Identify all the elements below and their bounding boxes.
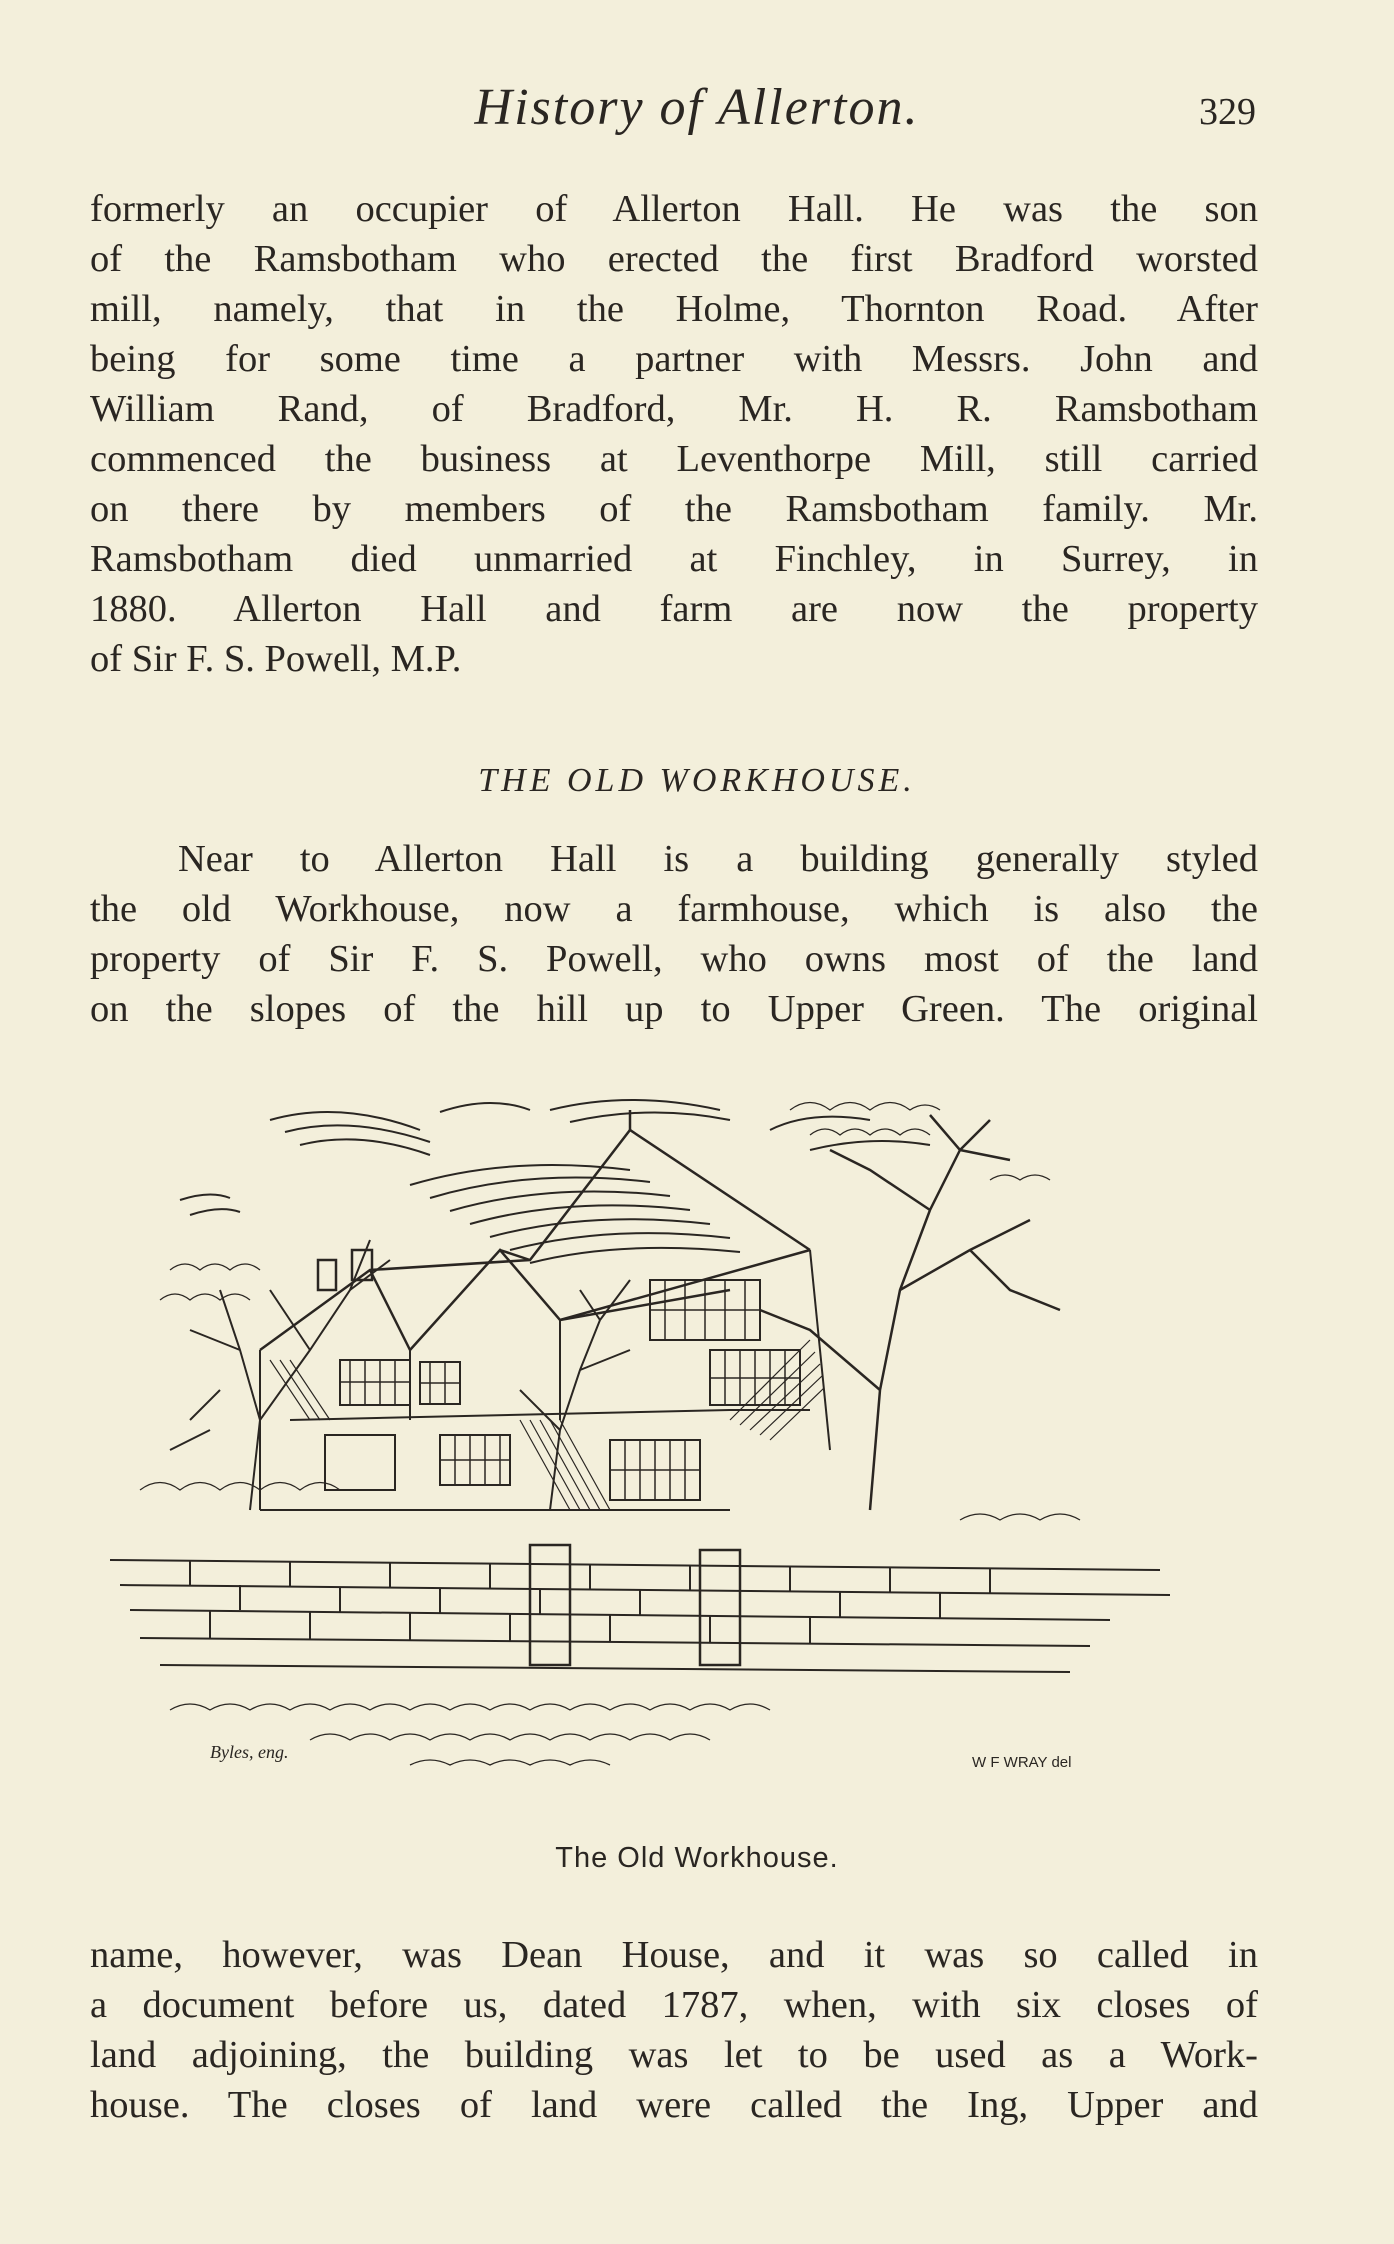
- text-line: property of Sir F. S. Powell, who owns most of the land: [90, 938, 1258, 980]
- text-line: commenced the business at Leventhorpe Mill, still carried: [90, 438, 1258, 480]
- sky-hatching: [180, 1100, 930, 1263]
- text-line: house. The closes of land were called the Ing, Upper and: [90, 2084, 1258, 2126]
- text-line: Near to Allerton Hall is a building generally styled: [178, 838, 1258, 880]
- text-line: of Sir F. S. Powell, M.P.: [90, 638, 462, 680]
- workhouse-engraving: [110, 1090, 1270, 1830]
- paragraph-3: [90, 1930, 1258, 2130]
- text-line: name, however, was Dean House, and it was so called in: [90, 1934, 1258, 1976]
- section-heading: THE OLD WORKHOUSE.: [478, 762, 916, 799]
- running-title: History of Allerton.: [474, 79, 920, 136]
- text-line: on there by members of the Ramsbotham family. Mr.: [90, 488, 1258, 530]
- text-line: the old Workhouse, now a farmhouse, which is also the: [90, 888, 1258, 930]
- stone-wall: [110, 1560, 1170, 1672]
- text-line: formerly an occupier of Allerton Hall. He was the son: [90, 188, 1258, 230]
- text-line: land adjoining, the building was let to be used as a Work-: [90, 2034, 1258, 2076]
- wall-hatching: [270, 1340, 824, 1510]
- paragraph-2: [90, 834, 1258, 1034]
- page-header: [0, 78, 1394, 158]
- text-line: Ramsbotham died unmarried at Finchley, in Surrey, in: [90, 538, 1258, 580]
- text-line: being for some time a partner with Messrs. John and: [90, 338, 1258, 380]
- text-line: of the Ramsbotham who erected the first Bradford worsted: [90, 238, 1258, 280]
- house-roof: [260, 1110, 810, 1350]
- gate-posts: [530, 1545, 740, 1665]
- text-line: on the slopes of the hill up to Upper Green. The original: [90, 988, 1258, 1030]
- house-windows: [325, 1280, 800, 1500]
- text-line: 1880. Allerton Hall and farm are now the property: [90, 588, 1258, 630]
- text-line: William Rand, of Bradford, Mr. H. R. Ramsbotham: [90, 388, 1258, 430]
- figure-caption: The Old Workhouse.: [555, 1842, 839, 1874]
- text-line: mill, namely, that in the Holme, Thornton Road. After: [90, 288, 1258, 330]
- engraver-signature: Byles, eng.: [210, 1742, 289, 1762]
- paragraph-1: [90, 184, 1258, 684]
- tree-center: [520, 1280, 630, 1510]
- page-number: 329: [1199, 91, 1256, 133]
- artist-signature: W F WRAY del: [972, 1754, 1072, 1771]
- text-line: a document before us, dated 1787, when, with six closes of: [90, 1984, 1258, 2026]
- tree-right: [760, 1115, 1060, 1510]
